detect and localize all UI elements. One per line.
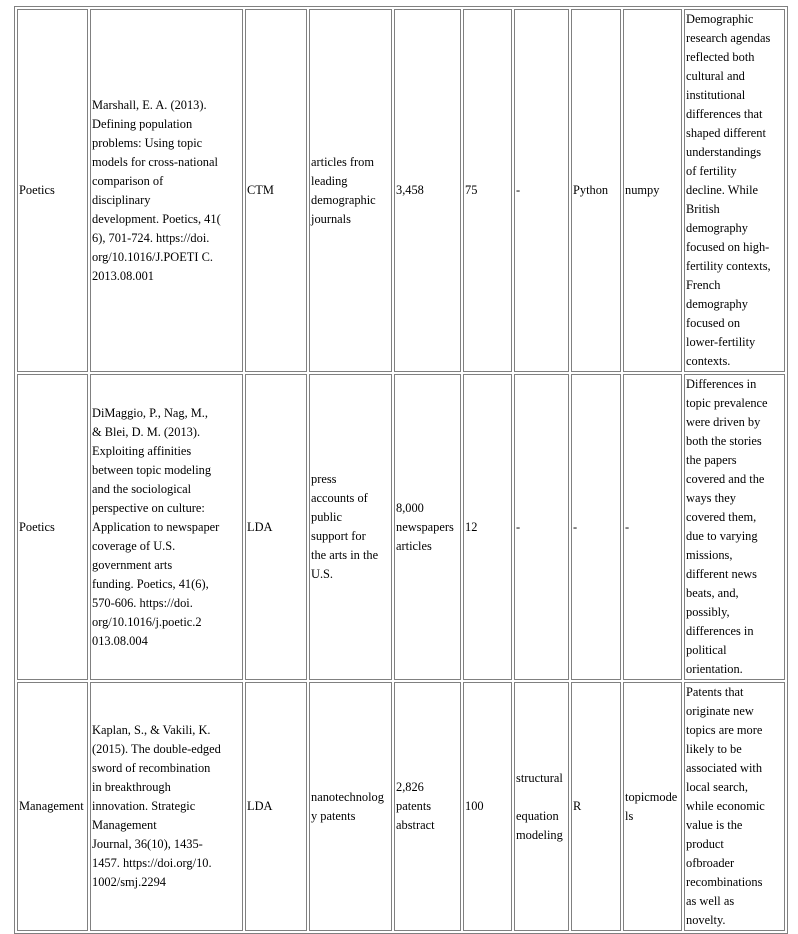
table-row bbox=[17, 9, 785, 372]
field-cell: Management bbox=[17, 682, 88, 931]
package-cell: - bbox=[623, 374, 682, 680]
language-cell: - bbox=[571, 374, 621, 680]
package-cell: numpy bbox=[623, 9, 682, 372]
literature-table bbox=[14, 6, 788, 934]
method-cell: LDA bbox=[245, 374, 307, 680]
reference-cell: DiMaggio, P., Nag, M., & Blei, D. M. (2013). Exploiting affinities between topic modeling and the sociological perspective on culture: Application to newspaper coverage of U.S. government arts funding. Poetics, 41(6), 570-606. https://doi. org/10.1016/j.poetic.2 013.08.004 bbox=[90, 374, 243, 680]
corpus-cell: press accounts of public support for the arts in the U.S. bbox=[309, 374, 392, 680]
findings-cell: Differences in topic prevalence were driven by both the stories the papers covered and the ways they covered them, due to varying missions, different news beats, and, possibly, differences in political orientation. bbox=[684, 374, 785, 680]
topics-cell: 100 bbox=[463, 682, 512, 931]
table-row bbox=[17, 682, 785, 931]
corpus-cell: nanotechnolog y patents bbox=[309, 682, 392, 931]
reference-cell: Marshall, E. A. (2013). Defining population problems: Using topic models for cross-national comparison of disciplinary development. Poetics, 41( 6), 701-724. https://doi. org/10.1016/J.POETI C. 2013.08.001 bbox=[90, 9, 243, 372]
topics-cell: 75 bbox=[463, 9, 512, 372]
other-method-cell: - bbox=[514, 374, 569, 680]
reference-cell: Kaplan, S., & Vakili, K. (2015). The double-edged sword of recombination in breakthrough innovation. Strategic Management Journal, 36(10), 1435- 1457. https://doi.org/10. 1002/smj.2294 bbox=[90, 682, 243, 931]
size-cell: 2,826 patents abstract bbox=[394, 682, 461, 931]
other-method-cell: structural equation modeling bbox=[514, 682, 569, 931]
size-cell: 3,458 bbox=[394, 9, 461, 372]
size-cell: 8,000 newspapers articles bbox=[394, 374, 461, 680]
package-cell: topicmode ls bbox=[623, 682, 682, 931]
language-cell: Python bbox=[571, 9, 621, 372]
findings-cell: Patents that originate new topics are more likely to be associated with local search, while economic value is the product ofbroader recombinations as well as novelty. bbox=[684, 682, 785, 931]
field-cell: Poetics bbox=[17, 374, 88, 680]
findings-cell: Demographic research agendas reflected both cultural and institutional differences that shaped different understandings of fertility decline. While British demography focused on high- fertility contexts, French demography focused on lower-fertility contexts. bbox=[684, 9, 785, 372]
method-cell: CTM bbox=[245, 9, 307, 372]
table-row bbox=[17, 374, 785, 680]
field-cell: Poetics bbox=[17, 9, 88, 372]
language-cell: R bbox=[571, 682, 621, 931]
method-cell: LDA bbox=[245, 682, 307, 931]
corpus-cell: articles from leading demographic journals bbox=[309, 9, 392, 372]
topics-cell: 12 bbox=[463, 374, 512, 680]
other-method-cell: - bbox=[514, 9, 569, 372]
